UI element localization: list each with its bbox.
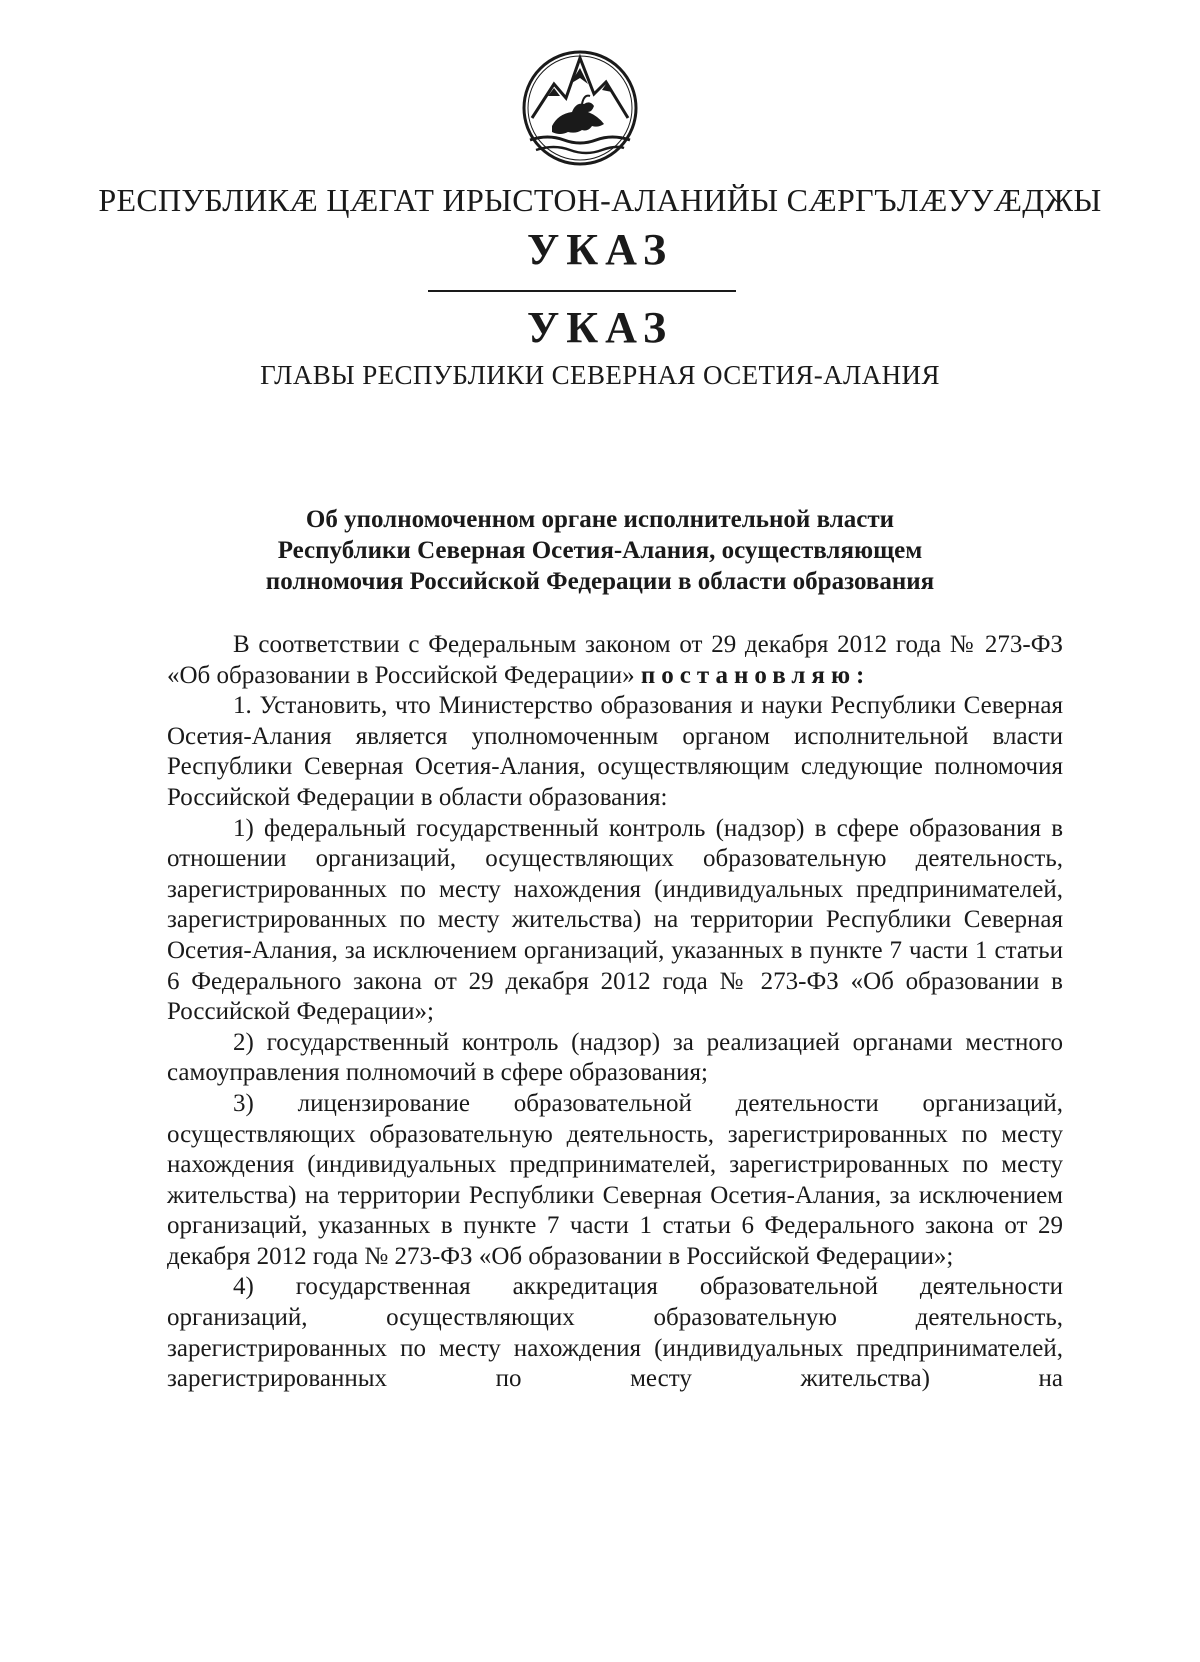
title-line: Об уполномоченном органе исполнительной власти	[305, 506, 895, 533]
title-line: полномочия Российской Федерации в области образования	[265, 568, 935, 595]
resolve-word: постановляю:	[640, 661, 871, 689]
coat-of-arms-icon	[518, 44, 642, 174]
preamble-paragraph	[167, 630, 1063, 691]
header-divider	[428, 290, 736, 292]
decree-heading-ossetian: УКАЗ	[526, 225, 674, 274]
title-line: Республики Северная Осетия-Алания, осуществляющем	[277, 537, 923, 564]
subitem-1-paragraph: 1) федеральный государственный контроль (надзор) в сфере образования в отношении организаций, осуществляющих образовательную деятельность, зарегистрированных по месту нахождения (индивидуальных предпринимателей, зарегистрированных по месту жительства) на территории Республики Северная Осетия-Алания, за исключением организаций, указанных в пункте 7 части 1 статьи 6 Федерального закона от 29 декабря 2012 года № 273-ФЗ «Об образовании в Российской Федерации»;	[167, 814, 1063, 1026]
ossetian-header: РЕСПУБЛИКӔ ЦӔГАТ ИРЫСТОН-АЛАНИЙЫ СӔРГЪЛӔУУӔДЖЫ	[98, 182, 1102, 218]
preamble-text: В соответствии с Федеральным законом от 29 декабря 2012 года № 273-ФЗ «Об образовании в Российской Федерации»	[167, 631, 1063, 689]
subitem-3-paragraph: 3) лицензирование образовательной деятельности организаций, осуществляющих образовательную деятельность, зарегистрированных по месту нахождения (индивидуальных предпринимателей, зарегистрированных по месту жительства) на территории Республики Северная Осетия-Алания, за исключением организаций, указанных в пункте 7 части 1 статьи 6 Федерального закона от 29 декабря 2012 года № 273-ФЗ «Об образовании в Российской Федерации»;	[167, 1089, 1063, 1270]
document-title	[200, 504, 1000, 597]
subitem-2-paragraph: 2) государственный контроль (надзор) за реализацией органами местного самоуправления полномочий в сфере образования;	[167, 1028, 1063, 1087]
russian-header: ГЛАВЫ РЕСПУБЛИКИ СЕВЕРНАЯ ОСЕТИЯ-АЛАНИЯ	[260, 360, 940, 390]
document-body	[167, 630, 1063, 1395]
decree-heading-russian: УКАЗ	[526, 303, 674, 352]
subitem-4-paragraph: 4) государственная аккредитация образовательной деятельности организаций, осуществляющих образовательную деятельность, зарегистрированных по месту нахождения (индивидуальных предпринимателей, зарегистрированных по месту жительства) на	[167, 1273, 1063, 1393]
item-1-paragraph: 1. Установить, что Министерство образования и науки Республики Северная Осетия-Алания является уполномоченным органом исполнительной власти Республики Северная Осетия-Алания, осуществляющим следующие полномочия Российской Федерации в области образования:	[167, 692, 1063, 811]
